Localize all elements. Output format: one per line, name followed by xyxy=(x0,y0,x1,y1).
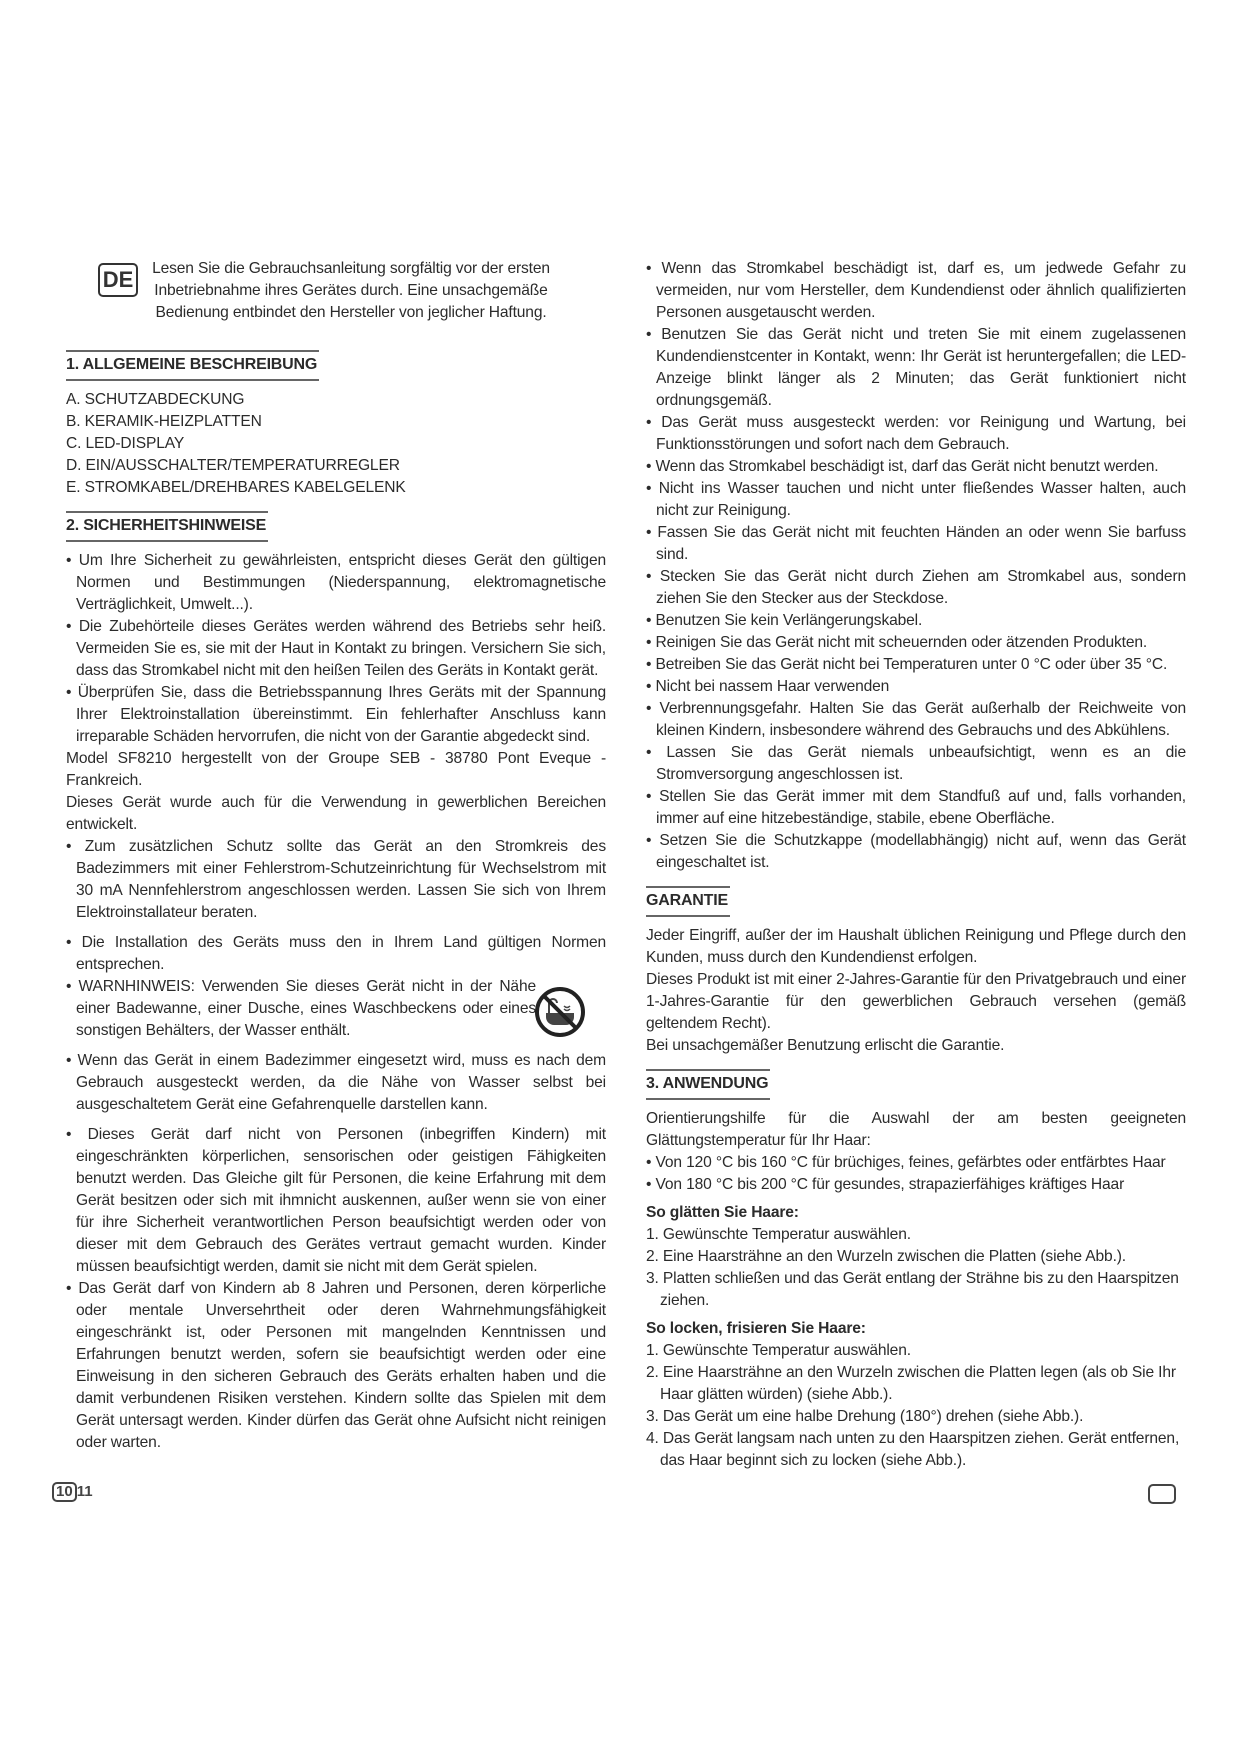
temperature-item: • Von 180 °C bis 200 °C für gesundes, strapazierfähiges kräftiges Haar xyxy=(646,1174,1186,1196)
temperature-item: • Von 120 °C bis 160 °C für brüchiges, feines, gefärbtes oder entfärbtes Haar xyxy=(646,1152,1186,1174)
curling-step: 2. Eine Haarsträhne an den Wurzeln zwischen die Platten legen (als ob Sie Ihr Haar glätten würden) (siehe Abb.). xyxy=(646,1364,1176,1403)
garantie-title: GARANTIE xyxy=(646,886,730,917)
component-item: C. LED-DISPLAY xyxy=(66,435,185,452)
safety-bullet: • Die Installation des Geräts muss den in Ihrem Land gültigen Normen entsprechen. xyxy=(66,932,606,976)
curling-step: 4. Das Gerät langsam nach unten zu den Haarspitzen ziehen. Gerät entfernen, das Haar beginnt sich zu locken (siehe Abb.). xyxy=(646,1430,1180,1469)
safety-bullet: • Lassen Sie das Gerät niemals unbeaufsichtigt, wenn es an die Stromversorgung angeschlossen ist. xyxy=(646,742,1186,786)
safety-bullet: • Wenn das Gerät in einem Badezimmer eingesetzt wird, muss es nach dem Gebrauch ausgesteckt werden, da die Nähe von Wasser selbst bei ausgeschaltetem Gerät eine Gefahrenquelle darstellen kann. xyxy=(66,1050,606,1116)
safety-bullet: • Benutzen Sie das Gerät nicht und treten Sie mit einem zugelassenen Kundendienstcenter in Kontakt, wenn: Ihr Gerät ist heruntergefallen; die LED-Anzeige blinkt länger als 2 Minuten; das Gerät funktioniert nicht ordnungsgemäß. xyxy=(646,324,1186,412)
garantie-text: Jeder Eingriff, außer der im Haushalt üblichen Reinigung und Pflege durch den Kunden, muss durch den Kundendienst erfolgen. xyxy=(646,927,1186,966)
garantie-text: Bei unsachgemäßer Benutzung erlischt die Garantie. xyxy=(646,1037,1005,1054)
no-bathtub-icon xyxy=(534,986,586,1038)
page-number xyxy=(52,1482,93,1502)
model-info: Model SF8210 hergestellt von der Groupe SEB - 38780 Pont Eveque - Frankreich. xyxy=(66,750,606,789)
safety-bullet: • Dieses Gerät darf nicht von Personen (inbegriffen Kindern) mit eingeschränkten körperlichen, sensorischen oder geistigen Fähigkeiten benutzt werden. Das Gleiche gilt für Personen, die keine Erfahrung mit dem Gerät besitzen oder sich mit ihmnicht auskennen, außer wenn sie von einer für ihre Sicherheit verantwortlichen Person beaufsichtigt werden oder von dieser mit dem Gebrauch des Gerätes vertraut gemacht wurden. Kinder müssen beaufsichtigt werden, damit sie nicht mit dem Gerät spielen. xyxy=(66,1124,606,1278)
page-number-right: 11 xyxy=(76,1483,93,1500)
right-column xyxy=(646,258,1186,1472)
safety-bullet: • Um Ihre Sicherheit zu gewährleisten, entspricht dieses Gerät den gültigen Normen und Bestimmungen (Niederspannung, elektromagnetische Verträglichkeit, Umwelt...). xyxy=(66,550,606,616)
safety-bullet: • Nicht ins Wasser tauchen und nicht unter fließendes Wasser halten, auch nicht zur Reinigung. xyxy=(646,478,1186,522)
straightening-step: 2. Eine Haarsträhne an den Wurzeln zwischen die Platten (siehe Abb.). xyxy=(646,1248,1126,1265)
safety-bullet: • Benutzen Sie kein Verlängerungskabel. xyxy=(646,610,1186,632)
page-number-left: 10 xyxy=(52,1482,77,1502)
language-badge: DE xyxy=(98,263,138,297)
warning-bullet: • WARNHINWEIS: Verwenden Sie dieses Gerät nicht in der Nähe einer Badewanne, einer Dusche, eines Waschbeckens oder eines sonstigen Behälters, der Wasser enthält. xyxy=(66,976,606,1042)
component-item: E. STROMKABEL/DREHBARES KABELGELENK xyxy=(66,479,406,496)
component-item: B. KERAMIK-HEIZPLATTEN xyxy=(66,413,262,430)
section-2-title: 2. SICHERHEITSHINWEISE xyxy=(66,511,268,542)
garantie-text: Dieses Produkt ist mit einer 2-Jahres-Garantie für den Privatgebrauch und einer 1-Jahres-Garantie für den gewerblichen Gebrauch versehen (gemäß geltendem Recht). xyxy=(646,971,1186,1032)
straightening-title: So glätten Sie Haare: xyxy=(646,1204,799,1221)
component-item: A. SCHUTZABDECKUNG xyxy=(66,391,245,408)
curling-step: 1. Gewünschte Temperatur auswählen. xyxy=(646,1342,911,1359)
safety-bullet: • Setzen Sie die Schutzkappe (modellabhängig) nicht auf, wenn das Gerät eingeschaltet ist. xyxy=(646,830,1186,874)
anwendung-intro: Orientierungshilfe für die Auswahl der am besten geeigneten Glättungstemperatur für Ihr Haar: xyxy=(646,1110,1186,1149)
straightening-step: 1. Gewünschte Temperatur auswählen. xyxy=(646,1226,911,1243)
safety-bullet: • Stecken Sie das Gerät nicht durch Ziehen am Stromkabel aus, sondern ziehen Sie den Stecker aus der Steckdose. xyxy=(646,566,1186,610)
safety-bullet: • Betreiben Sie das Gerät nicht bei Temperaturen unter 0 °C oder über 35 °C. xyxy=(646,654,1186,676)
intro-line-2: Inbetriebnahme ihres Gerätes durch. Eine unsachgemäße xyxy=(154,282,548,299)
curling-step: 3. Das Gerät um eine halbe Drehung (180°) drehen (siehe Abb.). xyxy=(646,1408,1084,1425)
safety-bullet: • Überprüfen Sie, dass die Betriebsspannung Ihres Geräts mit der Spannung Ihrer Elektroinstallation übereinstimmt. Ein fehlerhafter Anschluss kann irreparable Schäden hervorrufen, die nicht von der Garantie abgedeckt sind. xyxy=(66,682,606,748)
safety-bullet: • Stellen Sie das Gerät immer mit dem Standfuß auf und, falls vorhanden, immer auf eine hitzebeständige, stabile, ebene Oberfläche. xyxy=(646,786,1186,830)
safety-bullet: • Die Zubehörteile dieses Gerätes werden während des Betriebs sehr heiß. Vermeiden Sie es, sie mit der Haut in Kontakt zu bringen. Versichern Sie sich, dass das Stromkabel nicht mit den heißen Teilen des Geräts in Kontakt gerät. xyxy=(66,616,606,682)
section-1-title: 1. ALLGEMEINE BESCHREIBUNG xyxy=(66,350,319,381)
commercial-info: Dieses Gerät wurde auch für die Verwendung in gewerblichen Bereichen entwickelt. xyxy=(66,794,606,833)
intro-line-1: Lesen Sie die Gebrauchsanleitung sorgfältig vor der ersten xyxy=(152,260,550,277)
intro-line-3: Bedienung entbindet den Hersteller von jeglicher Haftung. xyxy=(155,304,547,321)
section-3-title: 3. ANWENDUNG xyxy=(646,1069,770,1100)
safety-bullet: • Zum zusätzlichen Schutz sollte das Gerät an den Stromkreis des Badezimmers mit einer Fehlerstrom-Schutzeinrichtung für Wechselstrom mit 30 mA Nennfehlerstrom angeschlossen werden. Lassen Sie sich von Ihrem Elektroinstallateur beraten. xyxy=(66,836,606,924)
safety-bullet: • Reinigen Sie das Gerät nicht mit scheuernden oder ätzenden Produkten. xyxy=(646,632,1186,654)
warning-row xyxy=(66,976,606,1042)
safety-bullet: • Verbrennungsgefahr. Halten Sie das Gerät außerhalb der Reichweite von kleinen Kindern, insbesondere während des Gebrauchs und des Abkühlens. xyxy=(646,698,1186,742)
safety-bullet: • Fassen Sie das Gerät nicht mit feuchten Händen an oder wenn Sie barfuss sind. xyxy=(646,522,1186,566)
safety-bullet: • Wenn das Stromkabel beschädigt ist, darf das Gerät nicht benutzt werden. xyxy=(646,456,1186,478)
component-list xyxy=(66,389,606,499)
page-marker-box xyxy=(1148,1484,1176,1504)
safety-bullet: • Das Gerät darf von Kindern ab 8 Jahren und Personen, deren körperliche oder mentale Unversehrtheit oder deren Wahrnehmungsfähigkeit eingeschränkt ist, oder Personen mit mangelnden Kenntnissen und Erfahrungen benutzt werden, sofern sie beaufsichtigt werden oder eine Einweisung in den sicheren Gebrauch des Geräts erhalten haben und die damit verbundenen Risiken verstehen. Kindern sollte das Spielen mit dem Gerät untersagt werden. Kinder dürfen das Gerät ohne Aufsicht nicht reinigen oder warten. xyxy=(66,1278,606,1454)
curling-title: So locken, frisieren Sie Haare: xyxy=(646,1320,866,1337)
safety-bullet: • Wenn das Stromkabel beschädigt ist, darf es, um jedwede Gefahr zu vermeiden, nur vom Hersteller, dem Kundendienst oder ähnlich qualifizierten Personen ausgetauscht werden. xyxy=(646,258,1186,324)
safety-bullet: • Nicht bei nassem Haar verwenden xyxy=(646,676,1186,698)
left-column xyxy=(66,258,606,1454)
straightening-step: 3. Platten schließen und das Gerät entlang der Strähne bis zu den Haarspitzen ziehen. xyxy=(646,1270,1179,1309)
component-item: D. EIN/AUSSCHALTER/TEMPERATURREGLER xyxy=(66,457,400,474)
safety-bullet: • Das Gerät muss ausgesteckt werden: vor Reinigung und Wartung, bei Funktionsstörungen und sofort nach dem Gebrauch. xyxy=(646,412,1186,456)
intro-block xyxy=(66,258,606,324)
